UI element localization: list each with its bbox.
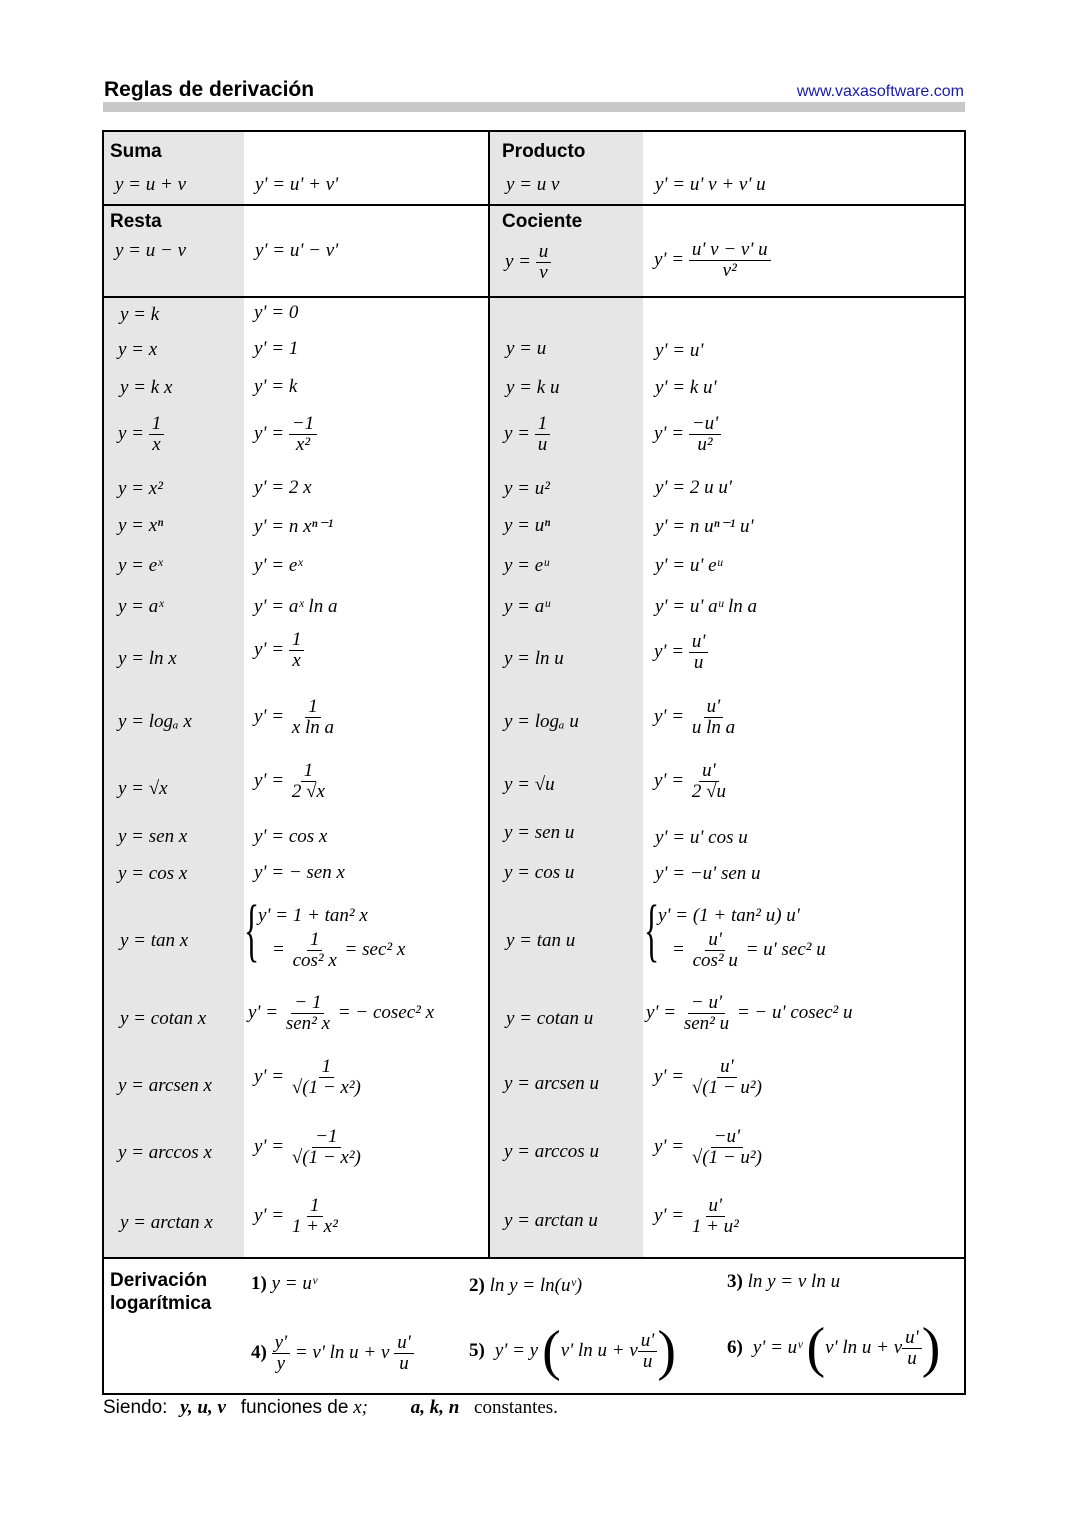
rule-reciprocal-fu — [504, 414, 550, 455]
rule-exp-base-fu: y = aᵘ — [504, 596, 550, 617]
rule-square-dx: y' = 2 x — [254, 477, 312, 498]
reciprocal-fu-lhs: y = — [504, 422, 531, 444]
log-derivation-label-1: Derivación — [110, 1270, 208, 1291]
cotan-dx-lhs: y' = — [248, 1001, 279, 1023]
rule-arccos-fx: y = arccos x — [118, 1142, 212, 1163]
reciprocal-dx-lhs: y' = — [254, 422, 285, 444]
arccos-dx-lhs: y' = — [254, 1135, 285, 1157]
cociente-der-den: v² — [722, 259, 737, 281]
rule-square-du: y' = 2 u u' — [655, 477, 732, 498]
arcsen-dx-lhs: y' = — [254, 1065, 285, 1087]
rule-ln-fu: y = ln u — [504, 648, 564, 669]
row-divider-2 — [102, 296, 966, 298]
rule-exp-fx: y = eˣ — [118, 555, 163, 576]
producto-label: Producto — [502, 141, 586, 162]
rule-power-fx: y = xⁿ — [118, 515, 164, 536]
arcsen-du-lhs: y' = — [654, 1065, 685, 1087]
rule-identity-fu: y = u — [506, 338, 547, 359]
log-step-6-close-paren: ) — [921, 1317, 941, 1379]
suma-function: y = u + v — [115, 174, 187, 195]
sqrt-du-num: u' — [699, 761, 719, 782]
arctan-dx-den: 1 + x² — [291, 1215, 338, 1237]
arcsen-dx-num: 1 — [319, 1057, 335, 1078]
rule-arcsen-du — [654, 1057, 765, 1098]
rule-cotan-fx: y = cotan x — [120, 1008, 207, 1029]
suma-derivative: y' = u' + v' — [255, 174, 339, 195]
rule-identity-du: y' = u' — [655, 340, 704, 361]
footer-constantes: constantes. — [474, 1397, 558, 1418]
arctan-du-num: u' — [706, 1196, 726, 1217]
log-step-6-open-paren: ( — [806, 1317, 826, 1379]
log-step-5-lhs: y' = y — [494, 1340, 539, 1361]
footer-consts: a, k, n — [410, 1397, 460, 1418]
suma-label: Suma — [110, 141, 162, 162]
log-step-4-den: y — [276, 1352, 286, 1374]
log-step-2-eq: ln y = ln(uᵛ) — [489, 1275, 583, 1296]
rule-constant-dx: y' = 0 — [254, 302, 299, 323]
rule-scalar-du: y' = k u' — [655, 377, 717, 398]
rule-log-dx — [254, 697, 337, 738]
cociente-fn-num: u — [536, 242, 552, 263]
rule-log-du — [654, 697, 738, 738]
rule-arccos-fu: y = arccos u — [504, 1141, 599, 1162]
log-step-5-fnum: u' — [638, 1331, 658, 1352]
rule-reciprocal-du — [654, 414, 721, 455]
arccos-du-den: √(1 − u²) — [691, 1146, 762, 1168]
footer-x: x; — [353, 1397, 368, 1418]
rule-ln-dx — [254, 630, 304, 671]
ln-du-num: u' — [689, 632, 709, 653]
log-step-5-number: 5) — [469, 1340, 485, 1361]
cociente-der-lhs: y' = — [654, 248, 685, 270]
arccos-du-lhs: y' = — [654, 1135, 685, 1157]
log-step-4-num: y' — [272, 1333, 291, 1354]
tan-du-brace: { — [644, 892, 660, 969]
resta-function: y = u − v — [115, 240, 187, 261]
sqrt-du-den: 2 √u — [691, 780, 727, 802]
rule-log-fu: y = logₐ u — [504, 711, 579, 732]
rule-sin-fx: y = sen x — [118, 826, 188, 847]
rule-tan-fu: y = tan u — [506, 930, 576, 951]
cotan-dx-den: sen² x — [285, 1012, 331, 1034]
log-step-2 — [469, 1275, 582, 1297]
log-step-6-number: 6) — [727, 1337, 743, 1358]
arcsen-du-num: u' — [717, 1057, 737, 1078]
rule-reciprocal-dx — [254, 414, 317, 455]
rule-exp-base-dx: y' = aˣ ln a — [254, 596, 338, 617]
ln-dx-lhs: y' = — [254, 638, 285, 660]
log-dx-num: 1 — [305, 697, 321, 718]
rule-arcsen-fu: y = arcsen u — [504, 1073, 599, 1094]
reciprocal-dx-den: x² — [295, 433, 311, 455]
log-step-6-inner: v' ln u + v — [825, 1337, 903, 1358]
rule-arctan-fu: y = arctan u — [504, 1210, 598, 1231]
log-step-3-number: 3) — [727, 1271, 743, 1292]
cociente-der-num: u' v − v' u — [689, 240, 771, 261]
cociente-function — [505, 242, 551, 283]
log-step-4-mid: = v' ln u + v — [294, 1341, 390, 1363]
rule-ln-fx: y = ln x — [118, 648, 177, 669]
rule-sin-du: y' = u' cos u — [655, 827, 748, 848]
log-derivation-label-2: logarítmica — [110, 1293, 212, 1314]
rule-reciprocal-fx — [118, 414, 164, 455]
log-step-5-inner: v' ln u + v — [560, 1340, 638, 1361]
log-step-2-number: 2) — [469, 1275, 485, 1296]
rule-constant-fx: y = k — [120, 304, 160, 325]
tan-dx-eq: = — [272, 938, 285, 960]
footer-vars: y, u, v — [180, 1397, 226, 1418]
reciprocal-du-lhs: y' = — [654, 422, 685, 444]
rule-sqrt-du — [654, 761, 729, 802]
log-step-6-fden: u — [907, 1347, 917, 1369]
cociente-derivative — [654, 240, 771, 281]
arctan-du-lhs: y' = — [654, 1204, 685, 1226]
resta-label: Resta — [110, 211, 162, 232]
log-step-6-fnum: u' — [902, 1328, 922, 1349]
tan-du-eq: = — [672, 938, 685, 960]
reciprocal-fx-lhs: y = — [118, 422, 145, 444]
rule-ln-du — [654, 632, 708, 673]
rule-exp-base-du: y' = u' aᵘ ln a — [655, 596, 757, 617]
cociente-fn-lhs: y = — [505, 250, 532, 272]
ln-du-den: u — [693, 651, 704, 673]
resta-derivative: y' = u' − v' — [255, 240, 339, 261]
log-step-5 — [469, 1320, 677, 1382]
log-step-5-close-paren: ) — [657, 1320, 677, 1382]
rule-power-du: y' = n uⁿ⁻¹ u' — [655, 516, 754, 537]
rule-sqrt-fx: y = √x — [118, 778, 168, 799]
rule-arccos-dx — [254, 1127, 364, 1168]
log-step-1 — [251, 1273, 317, 1295]
cotan-dx-tail: = − cosec² x — [337, 1001, 435, 1023]
rule-arcsen-fx: y = arcsen x — [118, 1075, 212, 1096]
header-rule — [103, 102, 965, 112]
rule-scalar-dx: y' = k — [254, 376, 298, 397]
sqrt-dx-num: 1 — [301, 761, 317, 782]
cotan-dx-num: − 1 — [291, 993, 324, 1014]
rule-exp-du: y' = u' eᵘ — [655, 555, 723, 576]
rule-cos-fu: y = cos u — [504, 862, 575, 883]
footer-siendo: Siendo: — [103, 1397, 168, 1418]
tan-dx-tail: = sec² x — [344, 938, 406, 960]
cotan-du-den: sen² u — [683, 1012, 730, 1034]
rule-identity-fx: y = x — [118, 339, 158, 360]
arccos-du-num: −u' — [711, 1127, 743, 1148]
rule-square-fx: y = x² — [118, 478, 163, 499]
reciprocal-fu-num: 1 — [535, 414, 551, 435]
reciprocal-du-num: −u' — [689, 414, 721, 435]
cotan-du-tail: = − u' cosec² u — [736, 1001, 853, 1023]
website-link[interactable]: www.vaxasoftware.com — [796, 83, 964, 100]
rule-sqrt-dx — [254, 761, 328, 802]
ln-du-lhs: y' = — [654, 640, 685, 662]
log-du-lhs: y' = — [654, 705, 685, 727]
rule-tan-du-top: y' = (1 + tan² u) u' — [658, 905, 800, 926]
footer-funciones: funciones de — [240, 1397, 349, 1418]
rule-tan-dx-top: y' = 1 + tan² x — [258, 905, 368, 926]
rule-square-fu: y = u² — [504, 478, 550, 499]
log-du-num: u' — [704, 697, 724, 718]
rule-sin-dx: y' = cos x — [254, 826, 328, 847]
rule-identity-dx: y' = 1 — [254, 338, 299, 359]
arcsen-du-den: √(1 − u²) — [691, 1076, 762, 1098]
reciprocal-fu-den: u — [537, 433, 548, 455]
reciprocal-du-den: u² — [697, 433, 713, 455]
log-step-1-number: 1) — [251, 1273, 267, 1294]
arcsen-dx-den: √(1 − x²) — [291, 1076, 361, 1098]
log-step-4-number: 4) — [251, 1341, 267, 1363]
rule-cotan-du — [646, 993, 852, 1034]
tan-dx-brace: { — [244, 892, 260, 969]
sqrt-dx-lhs: y' = — [254, 769, 285, 791]
cotan-du-num: − u' — [688, 993, 725, 1014]
arctan-du-den: 1 + u² — [691, 1215, 739, 1237]
rule-exp-dx: y' = eˣ — [254, 555, 303, 576]
rule-tan-fx: y = tan x — [120, 930, 189, 951]
log-step-5-open-paren: ( — [542, 1320, 561, 1382]
footer-note — [103, 1397, 558, 1419]
rule-arctan-fx: y = arctan x — [120, 1212, 213, 1233]
log-du-den: u ln a — [691, 716, 736, 738]
ln-dx-den: x — [292, 649, 301, 671]
arctan-dx-num: 1 — [307, 1196, 323, 1217]
rule-power-fu: y = uⁿ — [504, 515, 551, 536]
cociente-label: Cociente — [502, 211, 583, 232]
rule-cotan-dx — [248, 993, 434, 1034]
log-step-4 — [251, 1333, 414, 1374]
arccos-dx-num: −1 — [312, 1127, 340, 1148]
sqrt-du-lhs: y' = — [654, 769, 685, 791]
rule-arccos-du — [654, 1127, 765, 1168]
rule-log-fx: y = logₐ x — [118, 711, 192, 732]
tan-dx-num: 1 — [307, 930, 323, 951]
rule-sqrt-fu: y = √u — [504, 774, 555, 795]
rule-exp-fu: y = eᵘ — [504, 555, 549, 576]
arccos-dx-den: √(1 − x²) — [291, 1146, 361, 1168]
log-step-6 — [727, 1317, 941, 1379]
rule-tan-dx-bottom — [272, 930, 405, 971]
rule-sin-fu: y = sen u — [504, 822, 575, 843]
reciprocal-fx-den: x — [152, 433, 161, 455]
rule-cos-dx: y' = − sen x — [254, 862, 345, 883]
cotan-du-lhs: y' = — [646, 1001, 677, 1023]
rule-arcsen-dx — [254, 1057, 364, 1098]
log-step-3 — [727, 1271, 840, 1293]
log-step-4-fnum: u' — [394, 1333, 414, 1354]
center-divider — [488, 130, 490, 1259]
rule-arctan-dx — [254, 1196, 341, 1237]
producto-function: y = u v — [506, 174, 560, 195]
log-step-4-fden: u — [399, 1352, 409, 1374]
log-dx-den: x ln a — [291, 716, 335, 738]
rule-arctan-du — [654, 1196, 742, 1237]
reciprocal-dx-num: −1 — [289, 414, 317, 435]
log-step-1-eq: y = uᵛ — [271, 1273, 318, 1294]
log-dx-lhs: y' = — [254, 705, 285, 727]
producto-derivative: y' = u' v + v' u — [655, 174, 766, 195]
tan-dx-den: cos² x — [292, 949, 337, 971]
row-divider-3 — [102, 1257, 966, 1259]
log-step-6-lhs: y' = uᵛ — [752, 1337, 803, 1358]
sqrt-dx-den: 2 √x — [291, 780, 325, 802]
arctan-dx-lhs: y' = — [254, 1204, 285, 1226]
rule-cos-du: y' = −u' sen u — [655, 863, 761, 884]
row-divider-1 — [102, 204, 966, 206]
reciprocal-fx-num: 1 — [149, 414, 165, 435]
page-title: Reglas de derivación — [104, 78, 315, 101]
tan-du-tail: = u' sec² u — [745, 938, 826, 960]
cociente-fn-den: v — [539, 261, 548, 283]
tan-du-den: cos² u — [692, 949, 738, 971]
tan-du-num: u' — [705, 930, 725, 951]
rule-cos-fx: y = cos x — [118, 863, 188, 884]
rule-cotan-fu: y = cotan u — [506, 1008, 594, 1029]
rules-table — [102, 130, 966, 1395]
ln-dx-num: 1 — [289, 630, 305, 651]
log-step-5-fden: u — [642, 1350, 653, 1372]
rule-scalar-fx: y = k x — [120, 377, 173, 398]
rule-tan-du-bottom — [672, 930, 826, 971]
rule-exp-base-fx: y = aˣ — [118, 596, 164, 617]
log-step-3-eq: ln y = v ln u — [747, 1271, 841, 1292]
rule-power-dx: y' = n xⁿ⁻¹ — [254, 516, 334, 537]
rule-scalar-fu: y = k u — [506, 377, 560, 398]
